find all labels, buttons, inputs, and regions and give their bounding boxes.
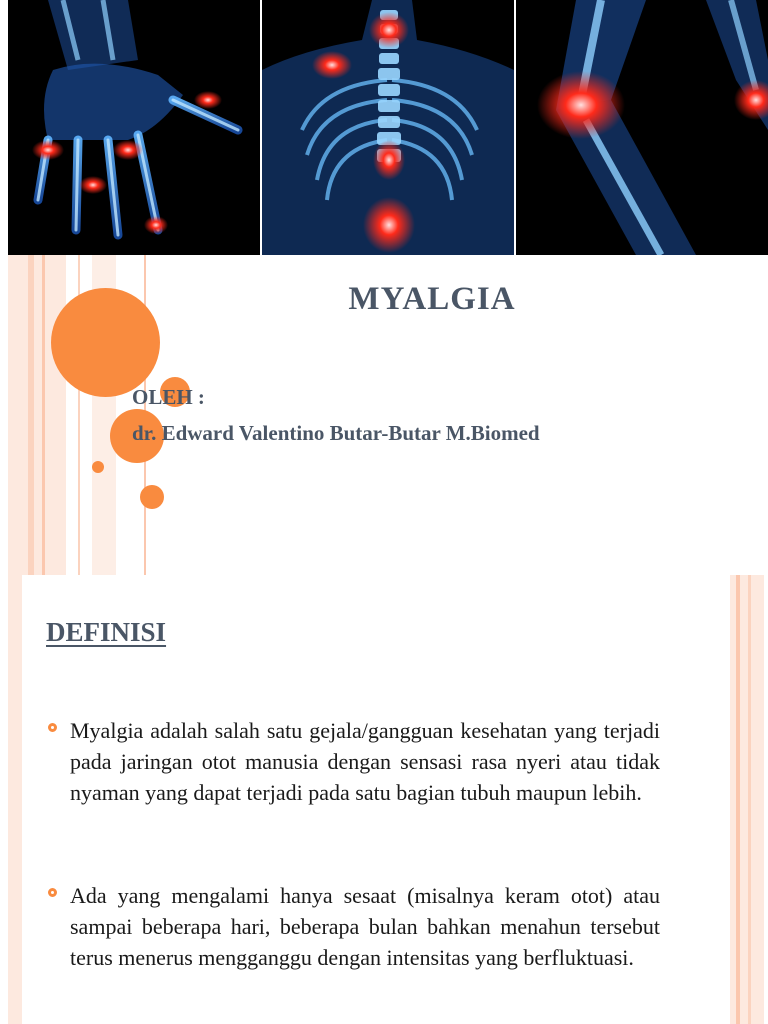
- hand-xray-image: [8, 0, 260, 255]
- decorative-stripe: [736, 575, 740, 1024]
- bullet-text: Ada yang mengalami hanya sesaat (misalnya keram otot) atau sampai beberapa hari, beberapa bulan bahkan menahun tersebut terus menerus mengganggu dengan intensitas yang berfluktuasi.: [70, 883, 660, 970]
- decorative-stripe: [8, 575, 22, 1024]
- bullet-text: Myalgia adalah salah satu gejala/gangguan kesehatan yang terjadi pada jaringan otot manusia dengan sensasi rasa nyeri atau tidak nyaman yang dapat terjadi pada satu bagian tubuh maupun lebih.: [70, 718, 660, 805]
- spine-xray-image: [262, 0, 514, 255]
- bullet-circle-icon: [48, 888, 57, 897]
- decorative-circle: [92, 461, 104, 473]
- decorative-stripe: [748, 575, 751, 1024]
- title-slide: [8, 255, 764, 575]
- list-item: [48, 715, 660, 808]
- slide-title: MYALGIA: [348, 281, 516, 317]
- hero-image-strip: [8, 0, 768, 255]
- decorative-circle: [140, 485, 164, 509]
- knee-xray-image: [516, 0, 768, 255]
- list-item: [48, 880, 660, 973]
- author-name: dr. Edward Valentino Butar-Butar M.Biomed: [132, 421, 540, 445]
- section-heading: DEFINISI: [46, 617, 167, 647]
- definition-slide: [8, 575, 764, 1024]
- author-label: OLEH :: [132, 385, 205, 409]
- bullet-circle-icon: [48, 723, 57, 732]
